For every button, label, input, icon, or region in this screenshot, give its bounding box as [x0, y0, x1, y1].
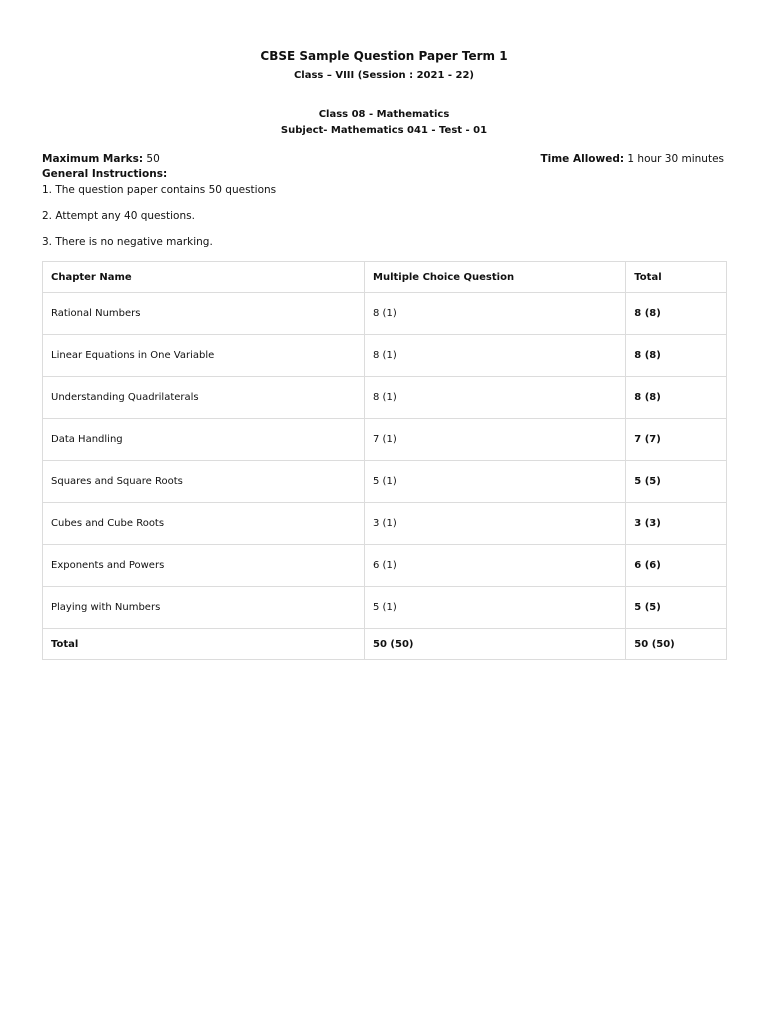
chapter-name-cell: Understanding Quadrilaterals [43, 377, 365, 419]
total-cell: 8 (8) [626, 293, 727, 335]
instruction-item: 2. Attempt any 40 questions. [42, 210, 195, 222]
chapter-name-cell: Cubes and Cube Roots [43, 503, 365, 545]
total-cell: 8 (8) [626, 335, 727, 377]
mcq-cell: 3 (1) [365, 503, 626, 545]
table-total-row [43, 629, 727, 660]
chapter-marks-table [42, 261, 727, 660]
grand-total-cell: 50 (50) [626, 629, 727, 660]
mcq-cell: 8 (1) [365, 377, 626, 419]
class-session-subtitle: Class – VIII (Session : 2021 - 22) [293, 70, 475, 81]
mcq-cell: 7 (1) [365, 419, 626, 461]
header-total: Total [626, 262, 727, 293]
total-cell: 3 (3) [626, 503, 727, 545]
total-cell: 5 (5) [626, 587, 727, 629]
chapter-name-cell: Squares and Square Roots [43, 461, 365, 503]
chapter-name-cell: Playing with Numbers [43, 587, 365, 629]
maximum-marks [42, 153, 160, 165]
table-row [43, 545, 727, 587]
total-cell: 7 (7) [626, 419, 727, 461]
time-allowed-value: 1 hour 30 minutes [627, 153, 724, 165]
header-mcq: Multiple Choice Question [365, 262, 626, 293]
instruction-item: 3. There is no negative marking. [42, 236, 213, 248]
subject-code-heading: Subject- Mathematics 041 - Test - 01 [280, 125, 488, 136]
table-row [43, 293, 727, 335]
total-cell: 5 (5) [626, 461, 727, 503]
general-instructions-heading: General Instructions: [42, 168, 168, 180]
instruction-item: 1. The question paper contains 50 questions [42, 184, 277, 196]
table-row [43, 419, 727, 461]
time-allowed-label: Time Allowed: [540, 153, 625, 165]
chapter-name-cell: Linear Equations in One Variable [43, 335, 365, 377]
total-cell: 6 (6) [626, 545, 727, 587]
chapter-name-cell: Exponents and Powers [43, 545, 365, 587]
chapter-name-cell: Data Handling [43, 419, 365, 461]
table-row [43, 503, 727, 545]
mcq-cell: 5 (1) [365, 587, 626, 629]
time-allowed [540, 153, 724, 165]
mcq-cell: 6 (1) [365, 545, 626, 587]
total-cell: 8 (8) [626, 377, 727, 419]
mcq-cell: 8 (1) [365, 335, 626, 377]
page-title: CBSE Sample Question Paper Term 1 [260, 49, 508, 63]
table-row [43, 461, 727, 503]
total-label-cell: Total [43, 629, 365, 660]
mcq-cell: 5 (1) [365, 461, 626, 503]
maximum-marks-value: 50 [146, 153, 160, 165]
table-row [43, 377, 727, 419]
table-header-row [43, 262, 727, 293]
header-chapter-name: Chapter Name [43, 262, 365, 293]
total-mcq-cell: 50 (50) [365, 629, 626, 660]
table-row [43, 335, 727, 377]
mcq-cell: 8 (1) [365, 293, 626, 335]
chapter-name-cell: Rational Numbers [43, 293, 365, 335]
table-row [43, 587, 727, 629]
class-subject-heading: Class 08 - Mathematics [318, 109, 450, 120]
maximum-marks-label: Maximum Marks: [42, 153, 144, 165]
